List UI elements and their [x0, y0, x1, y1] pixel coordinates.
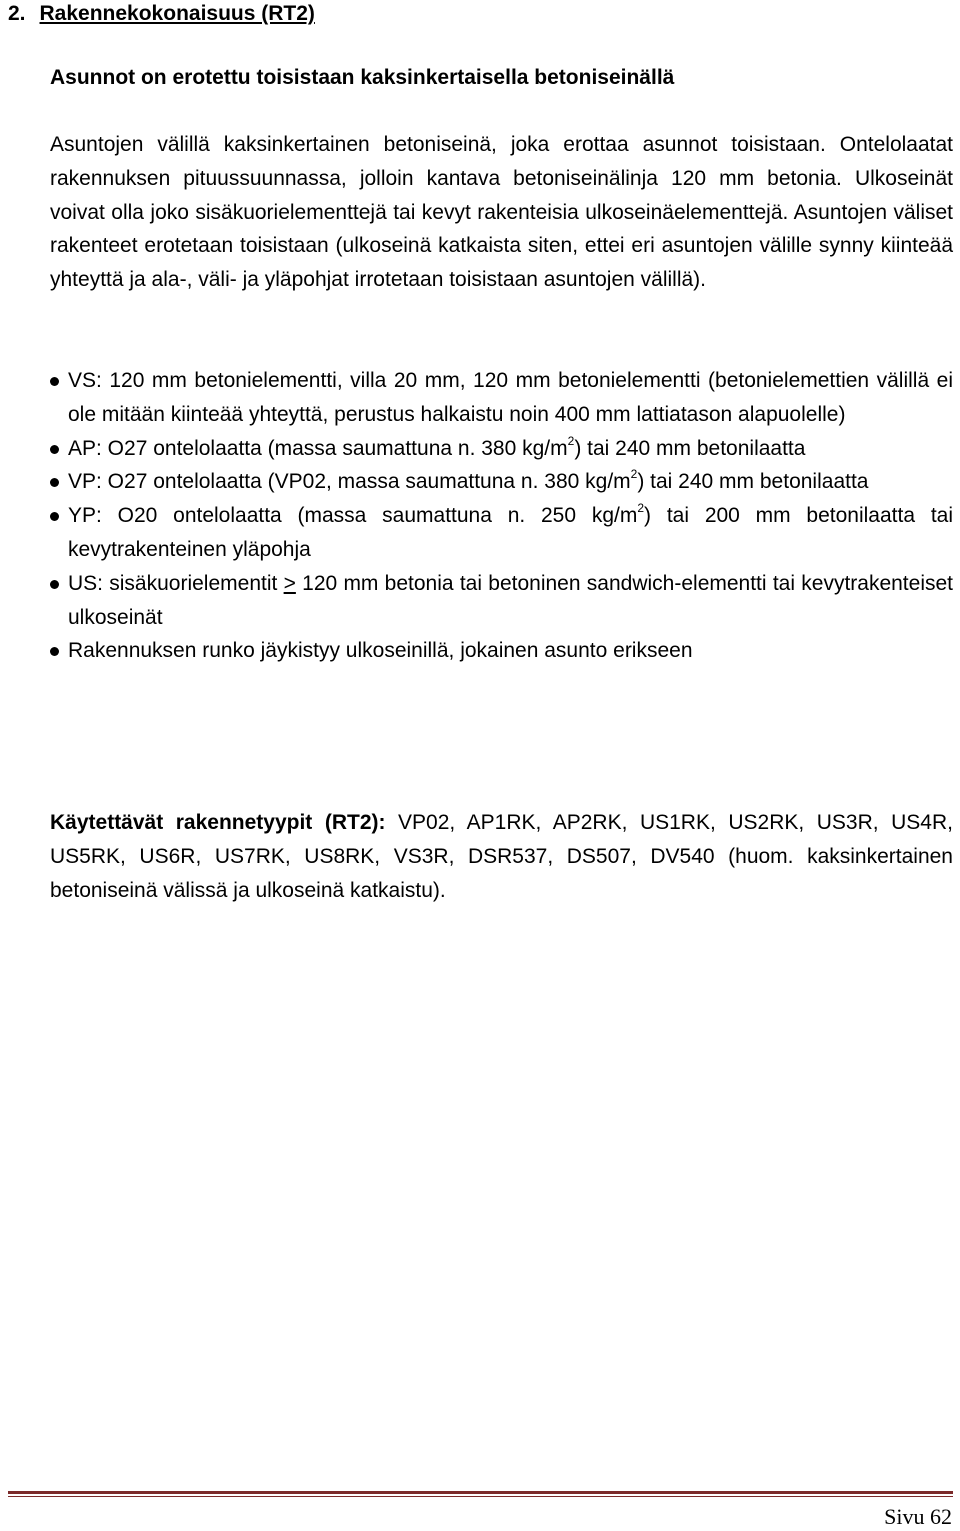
- bullet-icon: [50, 512, 59, 521]
- list-item-yp-sup: 2: [637, 501, 645, 516]
- list-item-vp-before: VP: O27 ontelolaatta (VP02, massa saumattuna n. 380 kg/m: [68, 470, 631, 494]
- bullet-icon: [50, 377, 59, 386]
- list-item-yp: [50, 499, 953, 567]
- structure-types-paragraph: [50, 806, 953, 907]
- bullet-icon: [50, 647, 59, 656]
- footer-divider: [8, 1491, 953, 1494]
- bullet-icon: [50, 478, 59, 487]
- structure-list: [50, 364, 953, 668]
- list-item-us: [50, 567, 953, 635]
- intro-paragraph: [50, 128, 953, 297]
- list-item-vs: [50, 364, 953, 432]
- list-item-vp-sup: 2: [630, 467, 638, 482]
- list-item-runko: [50, 634, 953, 668]
- list-item-vp: [50, 465, 953, 499]
- bullet-icon: [50, 580, 59, 589]
- list-item-runko-text: Rakennuksen runko jäykistyy ulkoseinillä, jokainen asunto erikseen: [68, 639, 693, 663]
- list-item-us-before: US: sisäkuorielementit: [68, 571, 284, 595]
- sub-heading: Asunnot on erotettu toisistaan kaksinkertaisella betoniseinällä: [50, 66, 675, 89]
- structure-types-label: Käytettävät rakennetyypit (RT2):: [50, 811, 386, 834]
- list-item-yp-after: ) tai 200 mm betonilaatta tai kevytrakenteinen yläpohja: [68, 504, 953, 561]
- list-item-vp-after: ) tai 240 mm betonilaatta: [637, 470, 869, 494]
- list-item-ap: [50, 432, 953, 466]
- structure-types-text: VP02, AP1RK, AP2RK, US1RK, US2RK, US3R, US4R, US5RK, US6R, US7RK, US8RK, VS3R, DSR537, DS507, DV540 (huom. kaksinkertainen betoniseinä välissä ja ulkoseinä katkaistu).: [50, 811, 953, 902]
- list-item-ap-sup: 2: [567, 433, 575, 448]
- page-number: Sivu 62: [884, 1504, 952, 1529]
- intro-text-part2: Asuntojen väliset rakenteet erotetaan toisistaan (ulkoseinä katkaista siten, ettei eri asuntojen välille synny kiinteää yhteyttä ja ala-, väli- ja yläpohjat irrotetaan toisistaan asuntojen välillä).: [50, 200, 953, 292]
- list-item-vs-text: VS: 120 mm betonielementti, villa 20 mm, 120 mm betonielementti (betonielemettien välillä ei ole mitään kiinteää yhteyttä, perustus halkaistu noin 400 mm lattiatason alapuolelle): [68, 369, 953, 426]
- bullet-icon: [50, 445, 59, 454]
- list-item-us-after: 120 mm betonia tai betoninen sandwich-elementti tai kevytrakenteiset ulkoseinät: [68, 571, 953, 629]
- section-title: Rakennekokonaisuus (RT2): [39, 2, 315, 25]
- intro-text-part1: Asuntojen välillä kaksinkertainen betoniseinä, joka erottaa asunnot toisistaan. Ontelolaatat rakennuksen pituussuunnassa, jolloin kantava betoniseinälinja 120 mm betonia. Ulkoseinät voivat olla joko sisäkuorielementtejä tai kevyt rakenteisia ulkoseinäelementtejä.: [50, 133, 953, 224]
- section-number: 2.: [8, 2, 26, 25]
- list-item-yp-before: YP: O20 ontelolaatta (massa saumattuna n. 250 kg/m: [68, 504, 638, 528]
- greater-equal-symbol: >: [283, 571, 296, 595]
- list-item-ap-before: AP: O27 ontelolaatta (massa saumattuna n. 380 kg/m: [68, 436, 568, 460]
- section-heading: [8, 0, 315, 28]
- list-item-ap-after: ) tai 240 mm betonilaatta: [574, 436, 806, 460]
- footer-divider-thin: [8, 1496, 953, 1497]
